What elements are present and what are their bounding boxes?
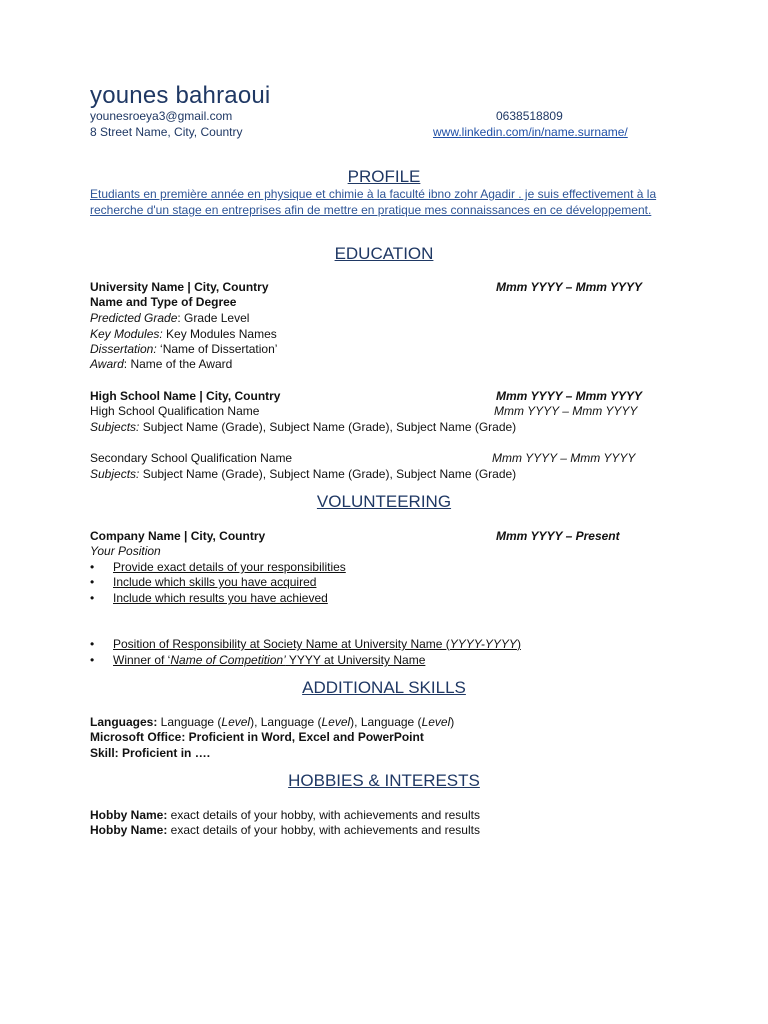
subjects-label: Subjects: [90,420,140,434]
volunteering-heading: VOLUNTEERING [316,492,452,511]
text-part: ), Language ( [250,715,322,729]
predicted-grade [90,311,249,325]
email-text: younesroeya3@gmail.com [90,109,233,123]
high-school-name: High School Name | City, Country [90,389,281,403]
subjects-value: Subject Name (Grade), Subject Name (Grade), Subject Name (Grade) [139,467,517,481]
key-modules [90,327,277,341]
dissertation [90,342,277,356]
languages-line [90,715,454,729]
list-item [90,591,328,605]
skills-heading: ADDITIONAL SKILLS [302,678,466,697]
high-school-subjects [90,420,516,434]
degree-name: Name and Type of Degree [90,295,237,309]
volunteering-dates: Mmm YYYY – Present [496,529,620,543]
high-school-qualification-dates: Mmm YYYY – Mmm YYYY [494,404,638,418]
level-text: Level [221,715,251,729]
list-item [90,653,425,667]
skills-acquired-text: Include which skills you have acquired [113,575,317,589]
text-part: ), Language ( [350,715,422,729]
languages-label: Languages: [90,715,158,729]
predicted-grade-value: : Grade Level [177,311,250,325]
linkedin-link[interactable]: www.linkedin.com/in/name.surname/ [433,125,628,139]
position-title: Your Position [90,544,161,558]
position-of-responsibility [113,637,521,651]
award-label: Award [90,357,124,371]
address-text: 8 Street Name, City, Country [90,125,243,139]
bullet-icon: • [90,653,95,667]
skill-label: Skill: [90,746,119,760]
hobby-label: Hobby Name: [90,823,168,837]
key-modules-value: Key Modules Names [162,327,277,341]
office-value: Proficient in Word, Excel and PowerPoint [185,730,424,744]
list-item [90,637,521,651]
secondary-qualification: Secondary School Qualification Name [90,451,293,465]
bullet-icon: • [90,637,95,651]
university-dates: Mmm YYYY – Mmm YYYY [496,280,643,294]
text-part: Language ( [157,715,222,729]
list-item [90,560,346,574]
education-heading: EDUCATION [334,244,434,263]
award [90,357,232,371]
university-name: University Name | City, Country [90,280,269,294]
hobby-label: Hobby Name: [90,808,168,822]
text-part: Position of Responsibility at Society Name at University Name ( [113,637,450,651]
text-part-italic: Name of Competition’ [170,653,286,667]
predicted-grade-label: Predicted Grade [90,311,178,325]
dissertation-value: ‘Name of Dissertation’ [156,342,278,356]
office-label: Microsoft Office: [90,730,186,744]
text-part: Winner of ‘ [113,653,171,667]
hobby-value: exact details of your hobby, with achievements and results [167,823,480,837]
bullet-icon: • [90,575,95,589]
competition-winner [113,653,425,667]
high-school-qualification: High School Qualification Name [90,404,260,418]
text-part-italic: YYYY-YYYY [449,637,517,651]
company-name: Company Name | City, Country [90,529,266,543]
award-value: : Name of the Award [123,357,233,371]
results-achieved-text: Include which results you have achieved [113,591,328,605]
phone-text: 0638518809 [496,109,563,123]
profile-text: Etudiants en première année en physique et chimie à la faculté ibno zohr Agadir . je suis effectivement à la recherche d'un stage en entreprises afin de mettre en pratique mes connaissances en ce développement. [90,187,657,217]
secondary-subjects [90,467,516,481]
hobby-item [90,823,480,837]
candidate-name: younes bahraoui [90,82,271,109]
text-part: ) [450,715,455,729]
hobbies-heading: HOBBIES & INTERESTS [288,771,480,790]
office-line [90,730,424,744]
hobby-item [90,808,480,822]
bullet-icon: • [90,591,95,605]
skill-value: Proficient in …. [118,746,211,760]
dissertation-label: Dissertation: [90,342,157,356]
hobby-value: exact details of your hobby, with achievements and results [167,808,480,822]
profile-heading: PROFILE [347,167,421,186]
text-part: ) [516,637,521,651]
secondary-dates: Mmm YYYY – Mmm YYYY [492,451,636,465]
responsibility-text: Provide exact details of your responsibilities [113,560,346,574]
skill-line [90,746,210,760]
key-modules-label: Key Modules: [90,327,163,341]
list-item [90,575,316,589]
high-school-dates: Mmm YYYY – Mmm YYYY [496,389,643,403]
bullet-icon: • [90,560,95,574]
level-text: Level [321,715,351,729]
subjects-value: Subject Name (Grade), Subject Name (Grade), Subject Name (Grade) [139,420,517,434]
subjects-label: Subjects: [90,467,140,481]
text-part: YYYY at University Name [285,653,426,667]
level-text: Level [421,715,451,729]
